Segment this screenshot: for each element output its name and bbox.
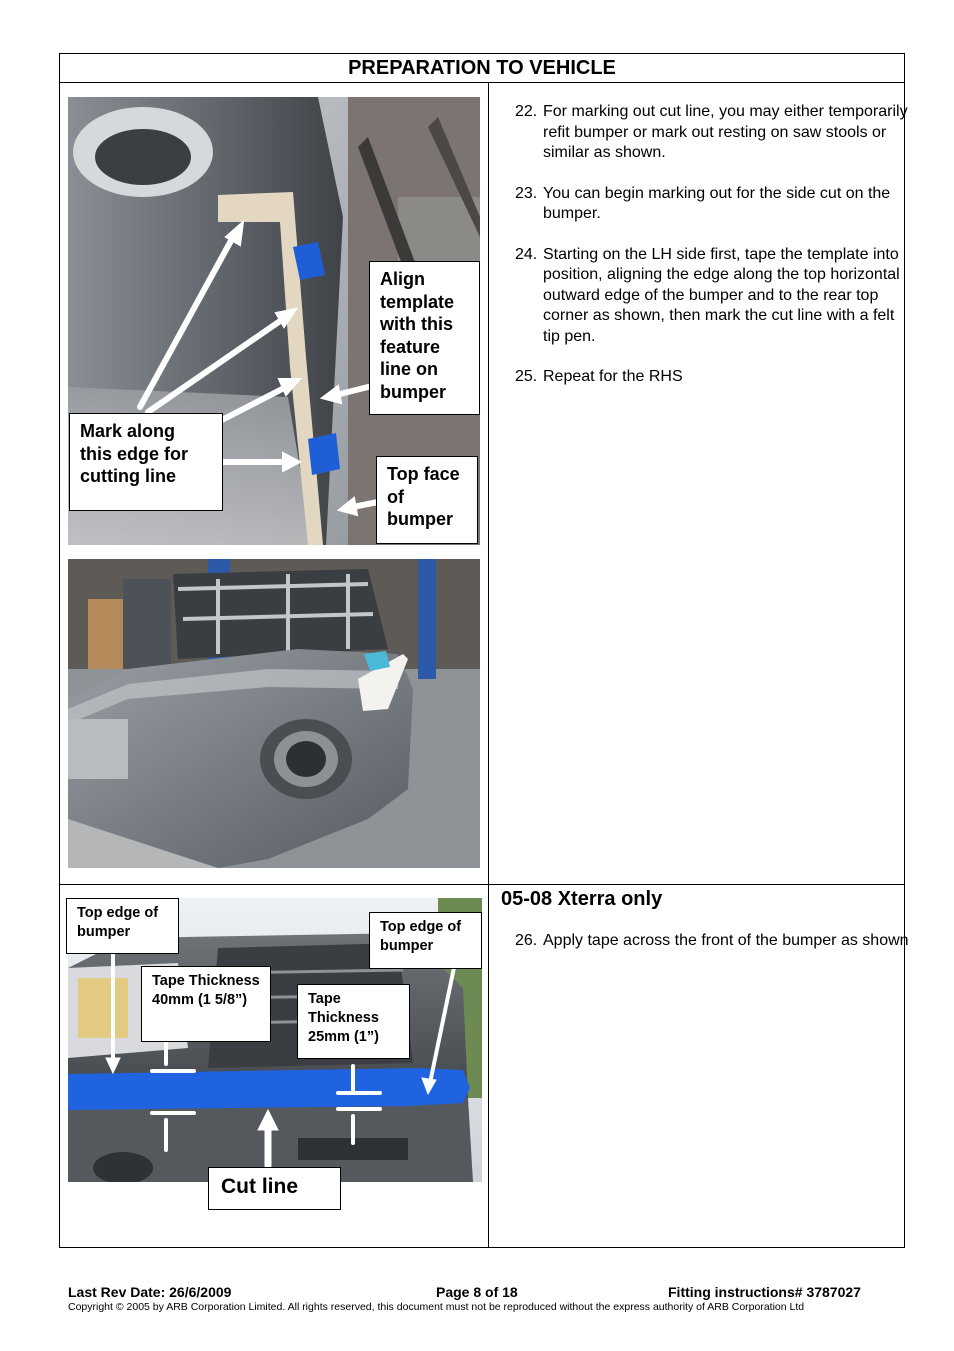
bumper-workshop-photo [68, 559, 480, 868]
column-divider [488, 82, 489, 1248]
mark-edge-callout: Mark along this edge for cutting line [69, 413, 223, 511]
step-text: Apply tape across the front of the bumper as shown [543, 932, 909, 949]
rev-date: Last Rev Date: 26/6/2009 [68, 1284, 232, 1300]
step-number: 26. [515, 932, 538, 949]
step-text: Repeat for the RHS [543, 368, 683, 385]
page-number: Page 8 of 18 [436, 1284, 518, 1300]
top-edge-left-callout: Top edge of bumper [66, 898, 179, 954]
cut-line-callout: Cut line [208, 1167, 341, 1210]
step-item [515, 184, 910, 225]
step-text: Starting on the LH side first, tape the template into position, aligning the edge along the top horizontal outward edge of the bumper and to the rear top corner as shown, then mark the cut line with a felt tip pen. [543, 245, 900, 345]
step-list-1 [515, 102, 910, 408]
page-title: PREPARATION TO VEHICLE [60, 54, 904, 83]
instructions-number: Fitting instructions# 3787027 [668, 1284, 861, 1300]
step-text: For marking out cut line, you may either temporarily refit bumper or mark out resting on saw stools or similar as shown. [543, 103, 908, 161]
step-item [515, 367, 910, 388]
step-text: You can begin marking out for the side cut on the bumper. [543, 184, 891, 222]
step-number: 23. [515, 184, 538, 202]
top-edge-right-callout: Top edge of bumper [369, 912, 482, 969]
step-number: 22. [515, 103, 538, 120]
tape-25mm-callout: Tape Thickness 25mm (1”) [297, 984, 410, 1059]
copyright-notice: Copyright © 2005 by ARB Corporation Limited. All rights reserved, this document must not be reproduced without the express authority of ARB Corporation Ltd [68, 1301, 805, 1313]
step-number: 25. [515, 368, 538, 385]
step-item [515, 245, 910, 348]
top-face-callout: Top face of bumper [376, 456, 478, 544]
step-item [515, 931, 910, 952]
tape-40mm-callout: Tape Thickness 40mm (1 5/8”) [141, 966, 271, 1042]
step-number: 24. [515, 245, 538, 263]
step-item [515, 102, 910, 164]
bumper-workshop-illustration [68, 559, 480, 868]
step-list-2 [515, 931, 910, 972]
row-divider [60, 884, 904, 885]
align-template-callout: Align template with this feature line on bumper [369, 261, 480, 415]
section-heading: 05-08 Xterra only [501, 888, 663, 910]
